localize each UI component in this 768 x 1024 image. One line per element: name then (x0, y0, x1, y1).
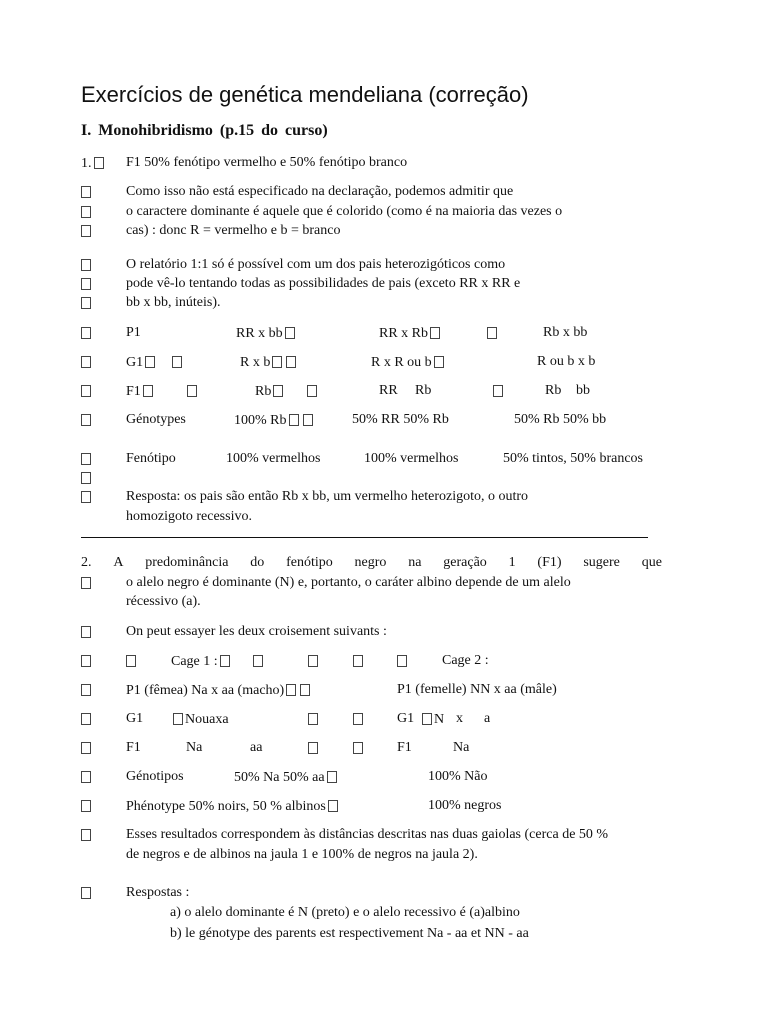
missing-glyph-icon (81, 206, 91, 218)
missing-glyph-icon (81, 887, 91, 899)
missing-glyph-icon (286, 684, 296, 696)
missing-glyph-icon (81, 713, 91, 725)
ex1-g1-label (126, 354, 157, 371)
ex2-line-3: récessivo (a). (126, 594, 201, 609)
missing-glyph-icon (81, 414, 91, 426)
missing-glyph-icon (300, 684, 310, 696)
ex1-f1-offspring-2b: Rb (415, 383, 432, 398)
ex1-p1-cross-2 (379, 325, 442, 342)
ex2-g1-label: G1 (126, 711, 144, 726)
ex1-paragraph-1-line-2: o caractere dominante é aquele que é colorido (como é na maioria das vezes o (126, 204, 563, 219)
ex2-word: negro (354, 555, 387, 570)
ex1-phenotype-label: Fenótipo (126, 451, 176, 466)
ex1-g1-gametes-1-text: R x b (240, 355, 271, 370)
ex1-paragraph-1-line-3: cas) : donc R = vermelho e b = branco (126, 223, 341, 238)
ex1-p1-cross-3: Rb x bb (543, 325, 588, 340)
ex2-cage-1 (171, 653, 232, 670)
missing-glyph-icon (145, 356, 155, 368)
ex2-g1-right-n-text: N (434, 712, 445, 727)
ex2-word: 1 (508, 555, 516, 570)
ex1-g1-gametes-2-text: R x R ou b (371, 355, 432, 370)
missing-glyph-icon (353, 742, 363, 754)
ex2-f1-label: F1 (126, 740, 141, 755)
missing-glyph-icon (81, 225, 91, 237)
ex1-f1-offspring-3a: Rb (545, 383, 562, 398)
ex2-word: (F1) (537, 555, 562, 570)
missing-glyph-icon (143, 385, 153, 397)
ex2-f1-right-label: F1 (397, 740, 412, 755)
missing-glyph-icon (81, 491, 91, 503)
missing-glyph-icon (81, 742, 91, 754)
ex1-intro: F1 50% fenótipo vermelho e 50% fenótipo branco (126, 155, 408, 170)
missing-glyph-icon (81, 453, 91, 465)
ex1-paragraph-2-line-3: bb x bb, inúteis). (126, 295, 221, 310)
ex2-word: fenótipo (286, 555, 333, 570)
ex1-f1-offspring-2a: RR (379, 383, 398, 398)
ex1-p1-label: P1 (126, 325, 141, 340)
ex2-word: do (250, 555, 265, 570)
ex2-f1-na: Na (186, 740, 203, 755)
ex2-try-line: On peut essayer les deux croisement suivants : (126, 624, 387, 639)
missing-glyph-icon (94, 157, 104, 169)
ex2-g1-right-x: x (456, 711, 463, 726)
ex1-f1-label (126, 383, 155, 400)
ex1-genotypes-1-text: 100% Rb (234, 413, 287, 428)
ex2-p1-right: P1 (femelle) NN x aa (mâle) (397, 682, 557, 697)
missing-glyph-icon (493, 385, 503, 397)
missing-glyph-icon (81, 626, 91, 638)
missing-glyph-icon (81, 186, 91, 198)
missing-glyph-icon (303, 414, 313, 426)
missing-glyph-icon (81, 684, 91, 696)
missing-glyph-icon (422, 713, 432, 725)
ex1-f1-label-text: F1 (126, 384, 141, 399)
ex1-f1-offspring-1-text: Rb (255, 384, 272, 399)
ex1-p1-cross-1-text: RR x bb (236, 326, 283, 341)
missing-glyph-icon (353, 655, 363, 667)
missing-glyph-icon (272, 356, 282, 368)
ex1-answer-line-1: Resposta: os pais são então Rb x bb, um vermelho heterozigoto, o outro (126, 489, 529, 504)
ex2-word: sugere (583, 555, 620, 570)
missing-glyph-icon (289, 414, 299, 426)
ex2-cage-1-text: Cage 1 : (171, 654, 218, 669)
ex2-f1-aa: aa (250, 740, 263, 755)
ex1-g1-gametes-2 (371, 354, 446, 371)
missing-glyph-icon (81, 577, 91, 589)
ex2-cage-2: Cage 2 : (442, 653, 489, 668)
ex2-answers-label: Respostas : (126, 885, 190, 900)
ex1-paragraph-2-line-2: pode vê-lo tentando todas as possibilidades de pais (exceto RR x RR e (126, 276, 521, 291)
ex2-p1-left (126, 682, 312, 699)
ex2-genotypes-left (234, 769, 339, 786)
missing-glyph-icon (173, 713, 183, 725)
ex2-g1-right-n (420, 711, 444, 728)
missing-glyph-icon (353, 713, 363, 725)
ex2-word: A (113, 555, 124, 570)
ex1-answer-line-2: homozigoto recessivo. (126, 509, 252, 524)
ex2-g1-left (171, 711, 229, 728)
ex1-paragraph-2-line-1: O relatório 1:1 só é possível com um dos pais heterozigóticos como (126, 257, 506, 272)
missing-glyph-icon (307, 385, 317, 397)
missing-glyph-icon (172, 356, 182, 368)
ex1-p1-cross-2-text: RR x Rb (379, 326, 429, 341)
ex1-phenotype-3: 50% tintos, 50% brancos (503, 451, 643, 466)
missing-glyph-icon (430, 327, 440, 339)
ex1-genotypes-2: 50% RR 50% Rb (352, 412, 449, 427)
ex1-phenotype-2: 100% vermelhos (364, 451, 459, 466)
missing-glyph-icon (81, 297, 91, 309)
missing-glyph-icon (220, 655, 230, 667)
missing-glyph-icon (308, 713, 318, 725)
ex2-f1-right-na: Na (453, 740, 470, 755)
missing-glyph-icon (308, 742, 318, 754)
missing-glyph-icon (81, 771, 91, 783)
missing-glyph-icon (81, 472, 91, 484)
ex2-phenotype-left-text: Phénotype 50% noirs, 50 % albinos (126, 799, 326, 814)
ex2-word: que (641, 555, 662, 570)
ex2-answer-b: b) le génotype des parents est respectivement Na - aa et NN - aa (170, 926, 529, 941)
missing-glyph-icon (285, 327, 295, 339)
missing-glyph-icon (81, 829, 91, 841)
ex2-results-line-1: Esses resultados correspondem às distâncias descritas nas duas gaiolas (cerca de 50 % (126, 827, 609, 842)
missing-glyph-icon (81, 259, 91, 271)
missing-glyph-icon (81, 327, 91, 339)
ex2-results-line-2: de negros e de albinos na jaula 1 e 100% de negros na jaula 2). (126, 847, 478, 862)
ex1-number-text: 1. (81, 156, 92, 171)
missing-glyph-icon (81, 655, 91, 667)
page-title: Exercícios de genética mendeliana (correção) (81, 82, 529, 107)
ex2-phenotype-left (126, 798, 340, 815)
ex2-genotypes-right: 100% Não (428, 769, 488, 784)
missing-glyph-icon (308, 655, 318, 667)
ex1-number (81, 155, 106, 172)
missing-glyph-icon (328, 800, 338, 812)
missing-glyph-icon (397, 655, 407, 667)
missing-glyph-icon (434, 356, 444, 368)
ex2-word: predominância (145, 555, 229, 570)
ex1-f1-offspring-3b: bb (576, 383, 590, 398)
ex1-f1-offspring-1 (255, 383, 285, 400)
missing-glyph-icon (286, 356, 296, 368)
missing-glyph-icon (487, 327, 497, 339)
section-divider (81, 537, 648, 538)
ex2-genotypes-left-text: 50% Na 50% aa (234, 770, 325, 785)
missing-glyph-icon (273, 385, 283, 397)
missing-glyph-icon (81, 385, 91, 397)
ex2-word: geração (443, 555, 487, 570)
missing-glyph-icon (81, 800, 91, 812)
ex1-paragraph-1-line-1: Como isso não está especificado na declaração, podemos admitir que (126, 184, 514, 199)
ex2-g1-right-a: a (484, 711, 491, 726)
ex2-genotypes-label: Génotipos (126, 769, 184, 784)
missing-glyph-icon (253, 655, 263, 667)
missing-glyph-icon (187, 385, 197, 397)
missing-glyph-icon (327, 771, 337, 783)
ex1-phenotype-1: 100% vermelhos (226, 451, 321, 466)
ex2-g1-left-text: Nouaxa (185, 712, 229, 727)
missing-glyph-icon (81, 356, 91, 368)
ex1-g1-label-text: G1 (126, 355, 144, 370)
missing-glyph-icon (126, 655, 136, 667)
missing-glyph-icon (81, 278, 91, 290)
ex2-word: na (408, 555, 422, 570)
ex2-answer-a: a) o alelo dominante é N (preto) e o alelo recessivo é (a)albino (170, 905, 520, 920)
section-heading: I. Monohibridismo (p.15 do curso) (81, 122, 328, 139)
ex2-phenotype-right: 100% negros (428, 798, 502, 813)
ex2-word: 2. (81, 555, 92, 570)
ex1-genotypes-1 (234, 412, 315, 429)
ex2-line-2: o alelo negro é dominante (N) e, portanto, o caráter albino depende de um alelo (126, 575, 571, 590)
ex1-genotypes-3: 50% Rb 50% bb (514, 412, 607, 427)
ex1-g1-gametes-3: R ou b x b (537, 354, 596, 369)
ex2-p1-left-text: P1 (fêmea) Na x aa (macho) (126, 683, 285, 698)
ex1-p1-cross-1 (236, 325, 297, 342)
ex1-g1-gametes-1 (240, 354, 298, 371)
ex2-first-line (81, 555, 662, 571)
ex1-genotypes-label: Génotypes (126, 412, 186, 427)
ex2-g1-right-label: G1 (397, 711, 415, 726)
